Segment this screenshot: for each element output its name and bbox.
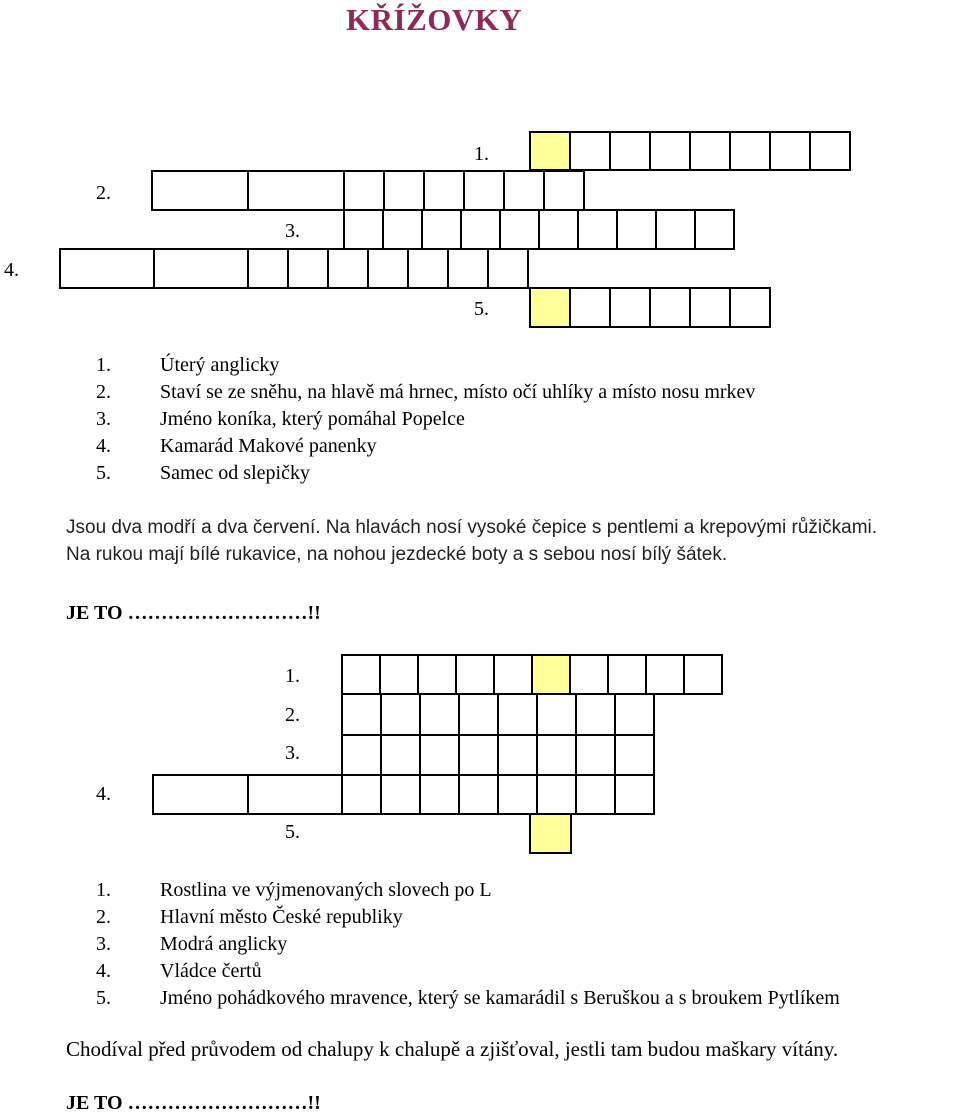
row-number: 4. [96, 783, 111, 805]
crossword-cell[interactable] [529, 287, 571, 328]
crossword-cell[interactable] [649, 131, 691, 171]
crossword-cell[interactable] [689, 131, 731, 171]
crossword-cell[interactable] [503, 170, 545, 211]
page-title: KŘÍŽOVKY [346, 2, 523, 37]
crossword-cell[interactable] [694, 209, 735, 250]
crossword-cell[interactable] [614, 734, 655, 776]
row-number: 2. [285, 704, 300, 726]
crossword-cell[interactable] [382, 209, 423, 250]
crossword-cell[interactable] [609, 287, 651, 328]
crossword-cell[interactable] [341, 654, 381, 695]
crossword-cell[interactable] [575, 693, 616, 736]
crossword-cell[interactable] [529, 813, 572, 854]
crossword-cell[interactable] [614, 693, 655, 736]
row-number: 5. [285, 821, 300, 843]
clue-item: 1. Rostlina ve výjmenovaných slovech po L [96, 879, 492, 901]
crossword-cell[interactable] [729, 287, 771, 328]
crossword-cell[interactable] [689, 287, 731, 328]
crossword-cell[interactable] [536, 774, 577, 815]
crossword-cell[interactable] [458, 734, 499, 776]
row-number: 1. [285, 665, 300, 687]
row-number: 4. [4, 259, 19, 281]
crossword-cell[interactable] [497, 693, 538, 736]
crossword-cell[interactable] [327, 248, 369, 289]
crossword-cell[interactable] [455, 654, 495, 695]
clue-item: 1. Úterý anglicky [96, 354, 280, 376]
crossword-cell[interactable] [423, 170, 465, 211]
crossword-cell[interactable] [529, 131, 571, 171]
crossword-cell[interactable] [645, 654, 685, 695]
crossword-cell[interactable] [151, 170, 249, 211]
crossword-cell[interactable] [577, 209, 618, 250]
crossword-cell[interactable] [538, 209, 579, 250]
crossword-cell[interactable] [59, 248, 155, 289]
crossword-cell[interactable] [407, 248, 449, 289]
crossword-cell[interactable] [543, 170, 585, 211]
crossword-cell[interactable] [247, 170, 345, 211]
crossword-cell[interactable] [247, 774, 344, 815]
crossword-cell[interactable] [367, 248, 409, 289]
crossword-cell[interactable] [536, 693, 577, 736]
crossword-cell[interactable] [569, 287, 611, 328]
row-number: 3. [285, 220, 300, 242]
crossword-cell[interactable] [460, 209, 501, 250]
crossword-cell[interactable] [575, 734, 616, 776]
crossword-cell[interactable] [421, 209, 462, 250]
crossword-cell[interactable] [383, 170, 425, 211]
crossword-cell[interactable] [380, 774, 421, 815]
row-number: 3. [285, 742, 300, 764]
crossword-cell[interactable] [341, 734, 382, 776]
row-number: 1. [474, 143, 489, 165]
crossword-cell[interactable] [487, 248, 529, 289]
clue-item: 4. Vládce čertů [96, 960, 262, 982]
crossword-cell[interactable] [616, 209, 657, 250]
crossword-cell[interactable] [458, 693, 499, 736]
crossword-cell[interactable] [152, 774, 249, 815]
clue-item: 3. Modrá anglicky [96, 933, 288, 955]
clue-item: 2. Hlavní město České republiky [96, 906, 403, 928]
crossword-cell[interactable] [447, 248, 489, 289]
crossword-cell[interactable] [417, 654, 457, 695]
crossword-cell[interactable] [569, 654, 609, 695]
row-number: 2. [96, 182, 111, 204]
crossword-cell[interactable] [287, 248, 329, 289]
crossword-cell[interactable] [341, 774, 382, 815]
crossword-cell[interactable] [683, 654, 723, 695]
crossword-cell[interactable] [419, 693, 460, 736]
crossword-cell[interactable] [769, 131, 811, 171]
riddle-text: Jsou dva modří a dva červení. Na hlavách nosí vysoké čepice s pentlemi a krepovými růžičkami. Na rukou mají bílé rukavice, na nohou jezdecké boty a s sebou nosí bílý šátek. [66, 517, 878, 565]
crossword-cell[interactable] [153, 248, 249, 289]
clue-list [66, 352, 946, 487]
crossword-cell[interactable] [419, 774, 460, 815]
answer-prompt: JE TO ………………………!! [66, 1092, 321, 1114]
clue-item: 2. Staví se ze sněhu, na hlavě má hrnec, místo očí uhlíky a místo nosu mrkev [96, 381, 756, 403]
crossword-cell[interactable] [380, 693, 421, 736]
crossword-cell[interactable] [614, 774, 655, 815]
crossword-cell[interactable] [343, 170, 385, 211]
crossword-cell[interactable] [341, 693, 382, 736]
crossword-cell[interactable] [343, 209, 384, 250]
crossword-cell[interactable] [607, 654, 647, 695]
crossword-cell[interactable] [575, 774, 616, 815]
crossword-cell[interactable] [649, 287, 691, 328]
crossword-cell[interactable] [609, 131, 651, 171]
row-number: 5. [474, 298, 489, 320]
clue-item: 5. Samec od slepičky [96, 462, 310, 484]
crossword-cell[interactable] [531, 654, 571, 695]
crossword-cell[interactable] [493, 654, 533, 695]
crossword-cell[interactable] [536, 734, 577, 776]
crossword-cell[interactable] [569, 131, 611, 171]
crossword-cell[interactable] [809, 131, 851, 171]
crossword-cell[interactable] [729, 131, 771, 171]
crossword-cell[interactable] [655, 209, 696, 250]
clue-item: 5. Jméno pohádkového mravence, který se kamarádil s Beruškou a s broukem Pytlíkem [96, 987, 840, 1009]
crossword-cell[interactable] [463, 170, 505, 211]
clue-item: 3. Jméno koníka, který pomáhal Popelce [96, 408, 465, 430]
clue-item: 4. Kamarád Makové panenky [96, 435, 377, 457]
riddle-text: Chodíval před průvodem od chalupy k chalupě a zjišťoval, jestli tam budou maškary vítány. [66, 1037, 839, 1061]
crossword-cell[interactable] [380, 734, 421, 776]
crossword-cell[interactable] [247, 248, 289, 289]
crossword-cell[interactable] [497, 734, 538, 776]
clue-list [66, 877, 960, 1012]
crossword-cell[interactable] [458, 774, 499, 815]
crossword-cell[interactable] [497, 774, 538, 815]
answer-prompt: JE TO ………………………!! [66, 602, 321, 624]
crossword-cell[interactable] [499, 209, 540, 250]
crossword-cell[interactable] [419, 734, 460, 776]
crossword-cell[interactable] [379, 654, 419, 695]
